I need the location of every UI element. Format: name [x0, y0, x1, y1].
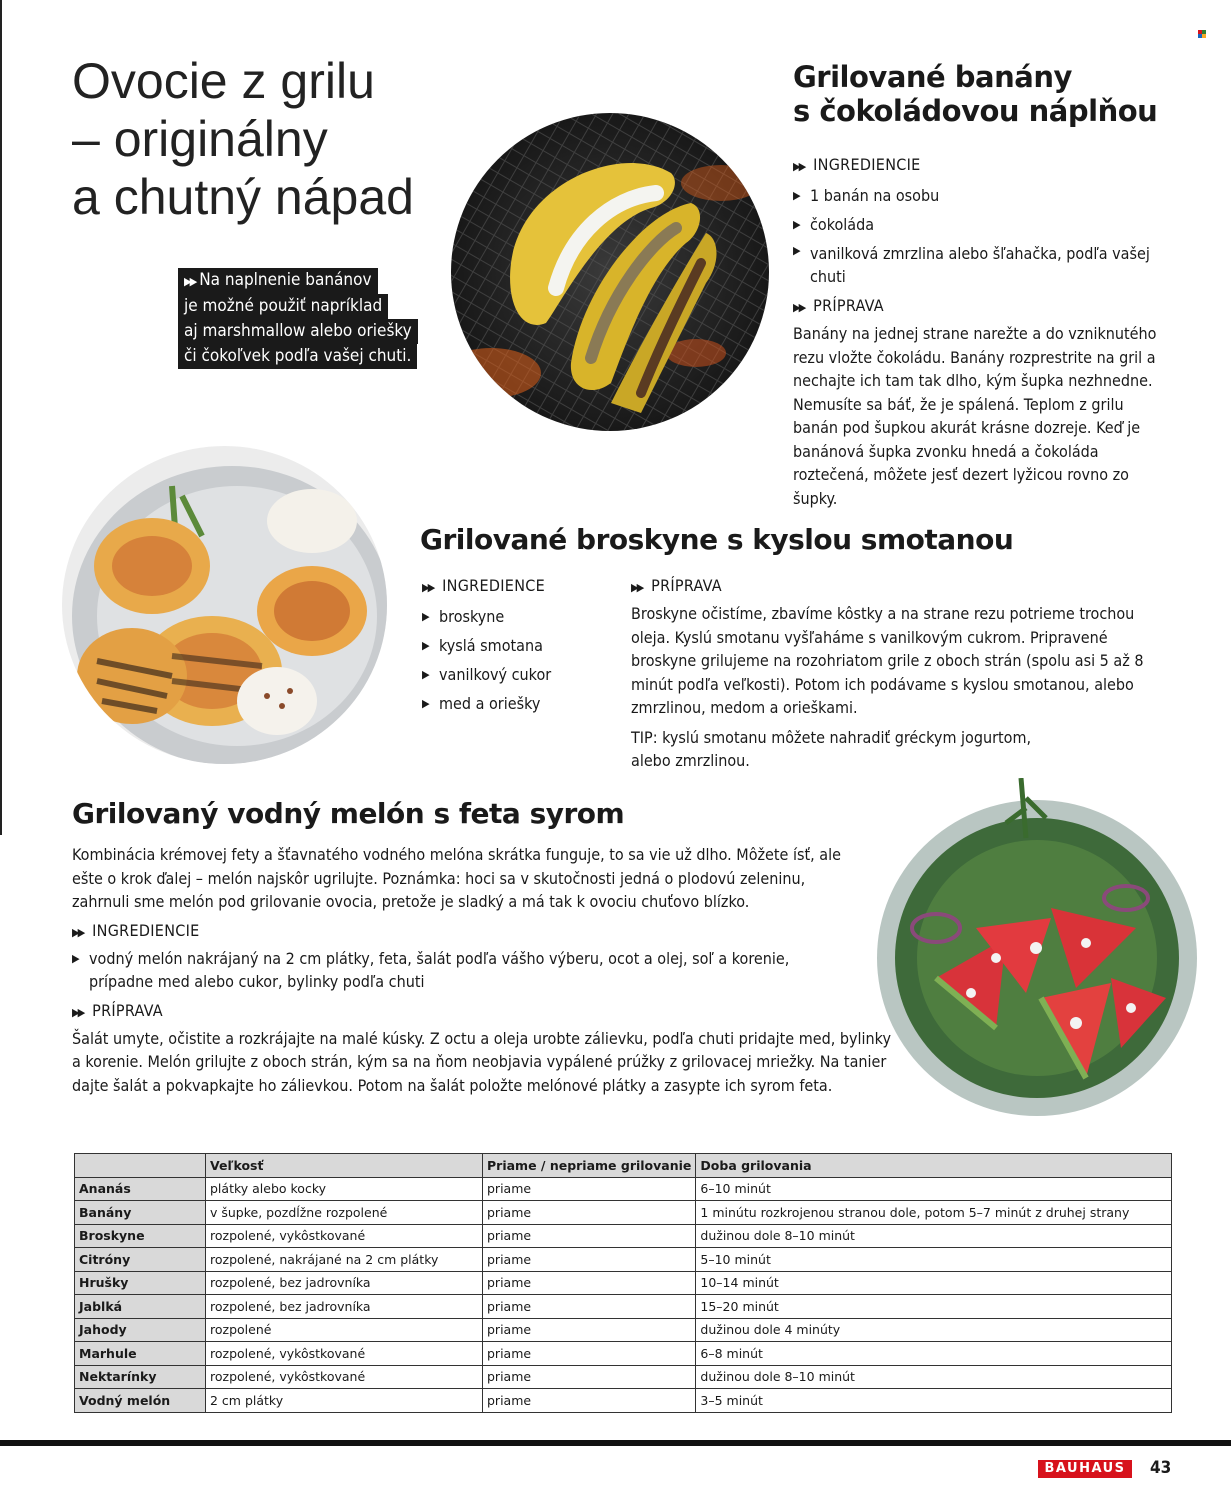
banana-recipe-title: Grilované banány s čokoládovou náplňou [793, 60, 1158, 128]
table-cell: priame [483, 1342, 696, 1366]
table-cell: priame [483, 1271, 696, 1295]
banana-photo [451, 113, 769, 431]
table-row [75, 1271, 1172, 1295]
preparation-heading: ▶▶ PRÍPRAVA [793, 296, 884, 315]
table-cell: rozpolené, nakrájané na 2 cm plátky [206, 1248, 483, 1272]
table-cell: priame [483, 1201, 696, 1225]
table-cell: Nektarínky [75, 1365, 206, 1389]
ingredients-heading: ▶▶ INGREDIENCE [422, 576, 546, 595]
note-box [178, 268, 418, 369]
table-cell: rozpolené, vykôstkované [206, 1342, 483, 1366]
page-title: Ovocie z grilu – originálny a chutný nápad [72, 53, 414, 225]
ingredient-item: ▶ broskyne [422, 602, 612, 631]
table-cell: plátky alebo kocky [206, 1177, 483, 1201]
note-line: je možné použiť napríklad [178, 294, 388, 319]
double-arrow-icon: ▶▶ [184, 275, 196, 288]
double-arrow-icon: ▶▶ [793, 160, 805, 173]
table-cell: rozpolené, bez jadrovníka [206, 1271, 483, 1295]
ingredient-item: ▶ kyslá smotana [422, 631, 612, 660]
preparation-heading: ▶▶ PRÍPRAVA [631, 576, 722, 595]
table-cell: dužinou dole 4 minúty [696, 1318, 1172, 1342]
note-line: ▶▶ Na naplnenie banánov [178, 268, 378, 294]
table-cell: rozpolené, bez jadrovníka [206, 1295, 483, 1319]
table-cell: dužinou dole 8–10 minút [696, 1365, 1172, 1389]
footer-rule [0, 1440, 1231, 1446]
melon-intro-text: Kombinácia krémovej fety a šťavnatého vodného melóna skrátka funguje, to sa vie už dlho. Môžete ísť, ale ešte o krok ďalej – melón najskôr ugrilujte. Poznámka: hoci sa v skutočnosti jedná o plodovú zeleninu, zahrnuli sme melón pod grilovanie ovocia, pretože je sladký a má tak k ovociu chuťovo blízko. [72, 845, 841, 911]
preparation-text: Banány na jednej strane narežte a do vzniknutého rezu vložte čokoládu. Banány rozprestrite na gril a nechajte ich tam tak dlho, kým šupka nezhnedne. Nemusíte sa báť, že je spálená. Teplom z grilu banán pod šupkou akurát krásne dozreje. Keď je banánová šupka zvonku hnedá a čokoláda roztečená, môžete jesť dezert lyžicou rovno zo šupky. [793, 324, 1157, 508]
page-number: 43 [1150, 1458, 1172, 1478]
table-cell: priame [483, 1389, 696, 1413]
table-cell: Jahody [75, 1318, 206, 1342]
table-cell: 10–14 minút [696, 1271, 1172, 1295]
peach-preparation [631, 571, 1171, 773]
grilling-time-table [74, 1153, 1172, 1413]
table-header: Veľkosť [206, 1154, 483, 1178]
table-cell: priame [483, 1365, 696, 1389]
table-cell: Banány [75, 1201, 206, 1225]
table-row [75, 1201, 1172, 1225]
ingredient-item: ▶ čokoláda [793, 210, 1183, 239]
table-cell: priame [483, 1248, 696, 1272]
note-line: aj marshmallow alebo oriešky [178, 319, 418, 344]
table-header: Priame / nepriame grilovanie [483, 1154, 696, 1178]
table-header [75, 1154, 206, 1178]
table-body [75, 1177, 1172, 1412]
ingredients-heading: ▶▶ INGREDIENCIE [793, 155, 921, 174]
table-cell: Broskyne [75, 1224, 206, 1248]
preparation-text: Broskyne očistíme, zbavíme kôstky a na strane rezu potrieme trochou oleja. Kyslú smotanu vyšľaháme s vanilkovým cukrom. Pripravené broskyne grilujeme na rozohriatom grile z oboch strán (spolu asi 5 až 8 minút podľa veľkosti). Potom ich podávame s kyslou smotanou, alebo zmrzlinou, medom a orieškami. [631, 604, 1144, 717]
table-cell: dužinou dole 8–10 minút [696, 1224, 1172, 1248]
table-cell: 1 minútu rozkrojenou stranou dole, potom 5–7 minút z druhej strany [696, 1201, 1172, 1225]
tip-text: TIP: kyslú smotanu môžete nahradiť gréckym jogurtom, alebo zmrzlinou. [631, 727, 1032, 770]
table-row [75, 1248, 1172, 1272]
table-cell: priame [483, 1318, 696, 1342]
table-row [75, 1389, 1172, 1413]
table-cell: rozpolené, vykôstkované [206, 1224, 483, 1248]
double-arrow-icon: ▶▶ [793, 301, 805, 314]
table-cell: priame [483, 1224, 696, 1248]
melon-photo [876, 778, 1198, 1118]
color-flag-icon [1198, 30, 1206, 38]
table-cell: priame [483, 1295, 696, 1319]
table-cell: Jablká [75, 1295, 206, 1319]
preparation-text: Šalát umyte, očistite a rozkrájajte na malé kúsky. Z octu a oleja urobte zálievku, podľa chuti pridajte med, bylinky a korenie. Melón grilujte z oboch strán, kým sa na ňom neobjavia vypálené prúžky z grilovacej mriežky. Na tanier dajte šalát a pokvapkajte ho zálievkou. Potom na šalát položte melónové plátky a zasypte ich syrom feta. [72, 1028, 891, 1095]
table-cell: 2 cm plátky [206, 1389, 483, 1413]
preparation-heading: ▶▶ PRÍPRAVA [72, 1000, 163, 1020]
melon-recipe [72, 843, 891, 1097]
table-row [75, 1295, 1172, 1319]
table-cell: Citróny [75, 1248, 206, 1272]
ingredient-item: ▶ med a oriešky [422, 689, 612, 718]
table-row [75, 1365, 1172, 1389]
table-row [75, 1177, 1172, 1201]
peach-photo [62, 446, 387, 764]
grilled-peach-image [62, 446, 387, 764]
double-arrow-icon: ▶▶ [72, 1005, 84, 1019]
table-cell: Marhule [75, 1342, 206, 1366]
table-header: Doba grilovania [696, 1154, 1172, 1178]
note-line: či čokoľvek podľa vašej chuti. [178, 344, 417, 369]
banana-recipe [793, 150, 1183, 510]
table-cell: 5–10 minút [696, 1248, 1172, 1272]
double-arrow-icon: ▶▶ [72, 925, 84, 939]
melon-recipe-title: Grilovaný vodný melón s feta syrom [72, 797, 625, 830]
ingredient-item: ▶ vanilková zmrzlina alebo šľahačka, podľa vašej chuti [793, 239, 1183, 288]
watermelon-salad-image [876, 778, 1198, 1118]
bauhaus-logo: BAUHAUS [1038, 1460, 1132, 1478]
table-cell: v šupke, pozdĺžne rozpolené [206, 1201, 483, 1225]
double-arrow-icon: ▶▶ [631, 581, 643, 594]
table-cell: Ananás [75, 1177, 206, 1201]
table-cell: Vodný melón [75, 1389, 206, 1413]
table-cell: 3–5 minút [696, 1389, 1172, 1413]
ingredient-item: ▶ 1 banán na osobu [793, 181, 1183, 210]
ingredient-item: ▶ vodný melón nakrájaný na 2 cm plátky, feta, šalát podľa vášho výberu, ocot a olej, soľ a korenie, prípadne med alebo cukor, bylinky podľa chuti [72, 947, 829, 994]
peach-ingredients [422, 571, 612, 718]
table-row [75, 1318, 1172, 1342]
table-cell: Hrušky [75, 1271, 206, 1295]
peach-recipe-title: Grilované broskyne s kyslou smotanou [420, 523, 1014, 556]
table-cell: 15–20 minút [696, 1295, 1172, 1319]
grilled-banana-image [451, 113, 769, 431]
double-arrow-icon: ▶▶ [422, 581, 434, 594]
table-header-row [75, 1154, 1172, 1178]
table-row [75, 1224, 1172, 1248]
table-cell: 6–10 minút [696, 1177, 1172, 1201]
ingredient-item: ▶ vanilkový cukor [422, 660, 612, 689]
table-row [75, 1342, 1172, 1366]
ingredients-heading: ▶▶ INGREDIENCIE [72, 920, 200, 940]
table-cell: rozpolené, vykôstkované [206, 1365, 483, 1389]
left-edge-rule [0, 0, 2, 835]
table-cell: 6–8 minút [696, 1342, 1172, 1366]
table-cell: priame [483, 1177, 696, 1201]
table-cell: rozpolené [206, 1318, 483, 1342]
